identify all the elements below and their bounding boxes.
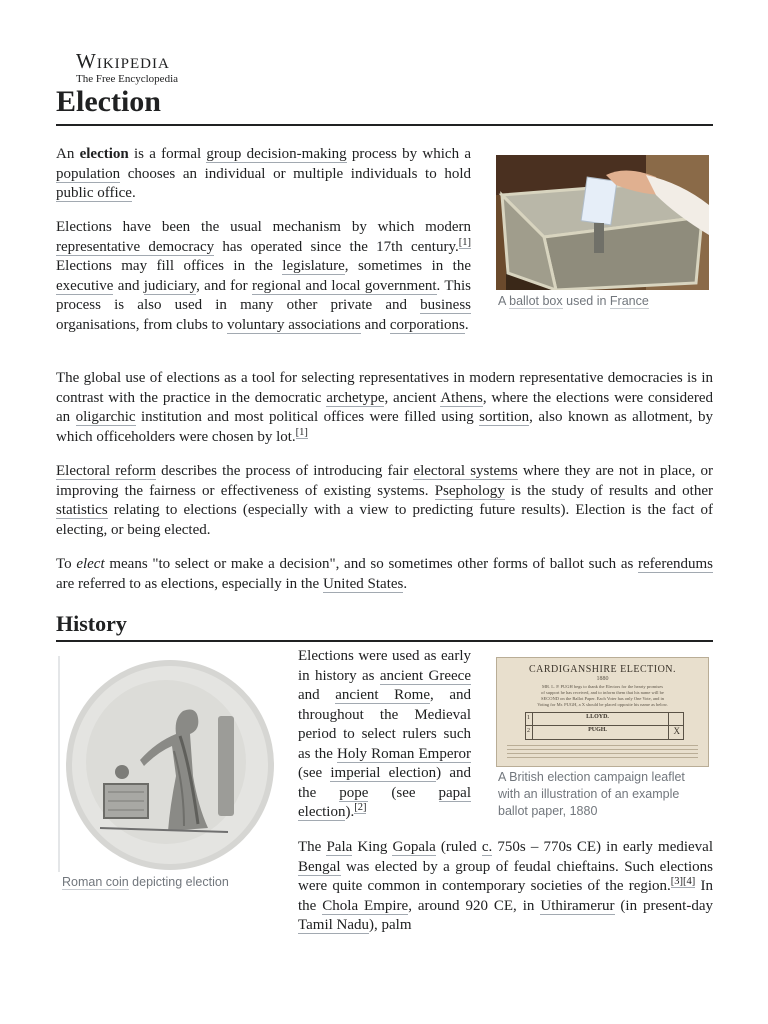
link-pope[interactable]: pope xyxy=(339,784,369,801)
ballot-x-mark: X xyxy=(673,726,680,736)
history-paragraph-2: The Pala King Gopala (ruled c. 750s – 770s CE) in early medieval Bengal was elected by a group of feudal chieftains. Such elections were quite common in contemporary societies of the region.[3][4] In the Chola Empire, around 920 CE, in Uthiramerur (in present-day Tamil Nadu), palm xyxy=(298,839,713,933)
intro-paragraph-1: An election is a formal group decision-making process by which a population chooses an individual or multiple individuals to hold public office. xyxy=(56,146,471,201)
link-group-decision-making[interactable]: group decision-making xyxy=(206,146,347,162)
link-tamil-nadu[interactable]: Tamil Nadu xyxy=(298,917,370,933)
link-ancient-rome[interactable]: ancient Rome xyxy=(335,687,430,703)
link-representative-democracy[interactable]: representative democracy xyxy=(56,238,215,255)
link-regional-local-government[interactable]: regional and local government xyxy=(251,277,437,294)
link-corporations[interactable]: corporations xyxy=(389,316,465,333)
intro-paragraph-4: Electoral reform describes the process of introducing fair electoral systems where they are not in place, or improving the fairness or effectiveness of existing systems. Psephology is the study of results and other statistics relating to elections (especially with a view to predicting future results). Election is the fact of electing, or being elected. xyxy=(56,463,713,538)
leaflet-body: MR. L. P. PUGH begs to thank the Electors for the hearty promises of support he has received, and to inform them that his name will be SECOND on the Ballot Paper. Each Voter has only One Vote, and in Voting for Mr. PUGH, a X should be placed opposite his name as below. xyxy=(537,684,668,707)
link-sortition[interactable]: sortition xyxy=(479,409,530,425)
title-divider xyxy=(56,124,713,126)
link-athens[interactable]: Athens xyxy=(440,389,483,406)
link-papal-election[interactable]: papal election xyxy=(298,784,471,820)
link-population[interactable]: population xyxy=(56,165,121,182)
citation-2[interactable]: [2] xyxy=(354,802,367,813)
leaflet-caption: A British election campaign leaflet with an illustration of an example ballot paper, 1880 xyxy=(498,770,685,818)
coin-caption: Roman coin depicting election xyxy=(62,875,229,889)
roman-coin-image[interactable] xyxy=(58,656,276,872)
citation-4[interactable]: [4] xyxy=(683,876,696,887)
logo-wordmark: Wikipedia xyxy=(76,49,170,73)
link-public-office[interactable]: public office xyxy=(56,185,132,201)
link-legislature[interactable]: legislature xyxy=(282,258,345,274)
election-leaflet-image[interactable] xyxy=(496,657,709,767)
link-uthiramerur[interactable]: Uthiramerur xyxy=(540,897,615,914)
link-archetype[interactable]: archetype xyxy=(326,389,385,406)
leaflet-ballot-table: 1 LLOYD. 2 PUGH. X xyxy=(525,712,684,740)
citation-3[interactable]: [3] xyxy=(670,876,684,887)
link-pala[interactable]: Pala xyxy=(326,839,353,855)
caption-link-france[interactable]: France xyxy=(609,294,649,308)
link-judiciary[interactable]: judiciary xyxy=(143,277,197,294)
link-referendums[interactable]: referendums xyxy=(638,556,713,572)
ballot-box-caption: A ballot box used in France xyxy=(498,294,649,308)
link-executive[interactable]: executive xyxy=(56,277,114,294)
link-ancient-greece[interactable]: ancient Greece xyxy=(379,667,471,684)
link-circa[interactable]: c. xyxy=(481,839,493,855)
history-paragraph-1: Elections were used as early in history as ancient Greece and ancient Rome, and throughout the Medieval period to select rulers such as the Holy Roman Emperor (see imperial election) and the pope (see papal election).[2] xyxy=(298,648,471,820)
link-voluntary-associations[interactable]: voluntary associations xyxy=(226,316,361,333)
link-holy-roman-emperor[interactable]: Holy Roman Emperor xyxy=(337,745,471,762)
wikipedia-logo[interactable] xyxy=(76,51,196,86)
leaflet-headline: CARDIGANSHIRE ELECTION. xyxy=(528,664,677,675)
link-oligarchic[interactable]: oligarchic xyxy=(75,409,136,425)
caption-link-ballot-box[interactable]: ballot box xyxy=(509,294,563,308)
logo-tagline: The Free Encyclopedia xyxy=(76,73,179,85)
link-psephology[interactable]: Psephology xyxy=(434,482,505,499)
intro-paragraph-2: Elections have been the usual mechanism by which modern representative democracy has operated since the 17th century.[1] Elections may fill offices in the legislature, sometimes in the executive and judiciary, and for regional and local government. This process is also used in many other private and business organisations, from clubs to voluntary associations and corporations. xyxy=(56,219,471,333)
page-title: Election xyxy=(56,85,161,118)
intro-paragraph-5: To elect means "to select or make a decision", and so sometimes other forms of ballot such as referendums are referred to as elections, especially in the United States. xyxy=(56,556,713,592)
intro-paragraph-3: The global use of elections as a tool for selecting representatives in modern representative democracies is in contrast with the practice in the democratic archetype, ancient Athens, where the elections were considered an oligarchic institution and most political offices were filled using sortition, also known as allotment, by which officeholders were chosen by lot.[1] xyxy=(56,370,713,445)
ballot-box-image[interactable] xyxy=(496,155,709,290)
link-chola-empire[interactable]: Chola Empire xyxy=(322,897,409,914)
link-bengal[interactable]: Bengal xyxy=(298,858,341,875)
link-electoral-reform[interactable]: Electoral reform xyxy=(56,463,157,479)
link-business[interactable]: business xyxy=(420,297,471,313)
citation-1[interactable]: [1] xyxy=(458,236,471,248)
history-heading: History xyxy=(56,611,127,636)
link-imperial-election[interactable]: imperial election xyxy=(330,765,437,781)
link-gopala[interactable]: Gopala xyxy=(392,839,436,855)
leaflet-year: 1880 xyxy=(596,676,609,682)
link-united-states[interactable]: United States xyxy=(322,575,404,592)
link-electoral-systems[interactable]: electoral systems xyxy=(413,463,518,479)
link-statistics[interactable]: statistics xyxy=(56,502,108,518)
history-divider xyxy=(56,640,713,642)
caption-link-roman-coin[interactable]: Roman coin xyxy=(62,875,129,889)
citation-1b[interactable]: [1] xyxy=(295,426,308,438)
